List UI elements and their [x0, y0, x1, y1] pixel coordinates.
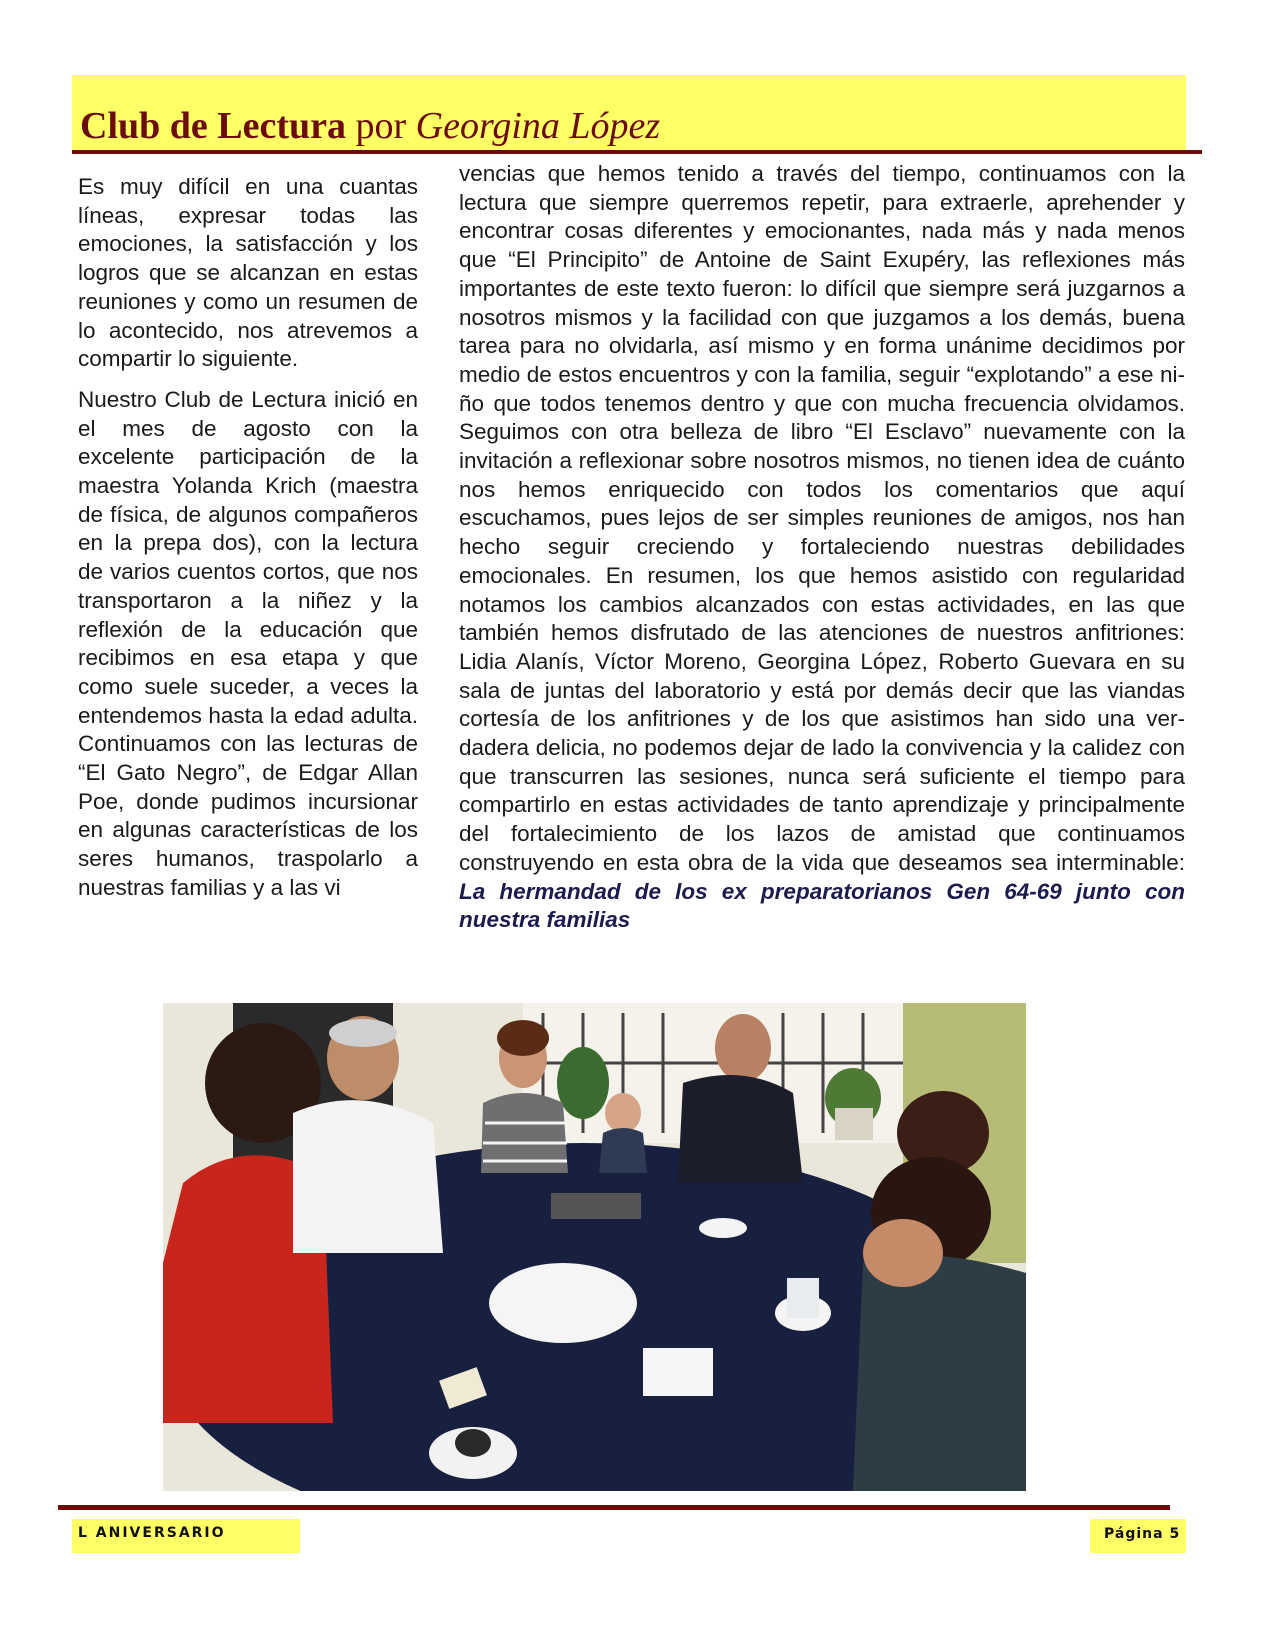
title-club: Club de Lectura [80, 105, 346, 147]
left-paragraph-2: Nuestro Club de Lectura inició en el mes de agosto con la excelente participación de la maestra Yolanda Krich (maestra de física, de algunos compañeros en la prepa dos), con la lectura de varios cuentos cortos, que nos transportaron a la niñez y la reflexión de la educación que recibimos en esa etapa y que como suele suceder, a veces la entendemos hasta la edad adulta. Continuamos con las lecturas de “El Gato Negro”, de Edgar Allan Poe, donde pudimos incursionar en algunas características de los seres humanos, traspolarlo a nuestras familias y a las vi [78, 386, 418, 900]
footer-rule [58, 1505, 1170, 1510]
right-paragraph-1 [459, 160, 1185, 935]
footer-page-text: Página 5 [1104, 1526, 1181, 1542]
closing-emphasis: La hermandad de los ex preparatorianos Gen 64-69 junto con nuestra familias [459, 878, 1185, 933]
title-author: Georgina López [415, 105, 661, 147]
title-por: por [346, 105, 416, 147]
group-photo [163, 1003, 1026, 1491]
page-title [80, 104, 660, 148]
footer-page-number [1090, 1519, 1186, 1553]
left-paragraph-1: Es muy difícil en una cuantas líneas, expresar todas las emociones, la satisfacción y los logros que se alcanzan en estas reuniones y como un resumen de lo acontecido, nos atrevemos a compartir lo siguiente. [78, 174, 418, 372]
header-rule [72, 150, 1202, 154]
footer-issue-text: L ANIVERSARIO [78, 1525, 226, 1541]
article-left-column [78, 173, 418, 903]
right-paragraph-text: vencias que hemos tenido a través del tiempo, continuamos con la lectura que siempre querremos repetir, para extraerle, aprehender y encontrar cosas diferentes y emocionantes, nada más y nada menos que “El Principito” de Antoine de Saint Exupéry, las reflexiones más importantes de este texto fueron: lo difícil que siempre será juzgarnos a nosotros mismos y la facilidad con que juzgamos a los demás, buena tarea para no olvidarla, así mismo y en forma unánime decidimos por medio de estos encuentros y con la familia, seguir “explotando” a ese niño que todos tenemos dentro y que con mucha frecuencia olvidamos. Seguimos con otra belleza de libro “El Esclavo” nuevamente con la invitación a reflexionar sobre nosotros mismos, no tienen idea de cuánto nos hemos enriquecido con todos los comentarios que aquí escuchamos, pues lejos de ser simples reuniones de amigos, nos han hecho seguir creciendo y fortaleciendo nuestras debilidades emocionales. En resumen, los que hemos asistido con regularidad notamos los cambios alcanzados con estas actividades, en las que también hemos disfrutado de las atenciones de nuestros anfitriones: Lidia Alanís, Víctor Moreno, Georgina López, Roberto Guevara en su sala de juntas del laboratorio y está por demás decir que las viandas cortesía de los anfitriones y de los que asistimos han sido una verdadera delicia, no podemos dejar de lado la convivencia y la calidez con que transcurren las sesiones, nunca será suficiente el tiempo para compartirlo en estas actividades de tanto aprendizaje y principalmente del fortalecimiento de los lazos de amistad que continuamos construyendo en esta obra de la vida que deseamos sea interminable: [459, 161, 1185, 875]
footer-issue-label [72, 1519, 300, 1553]
photo-illustration [163, 1003, 1026, 1491]
article-right-column [459, 160, 1185, 935]
